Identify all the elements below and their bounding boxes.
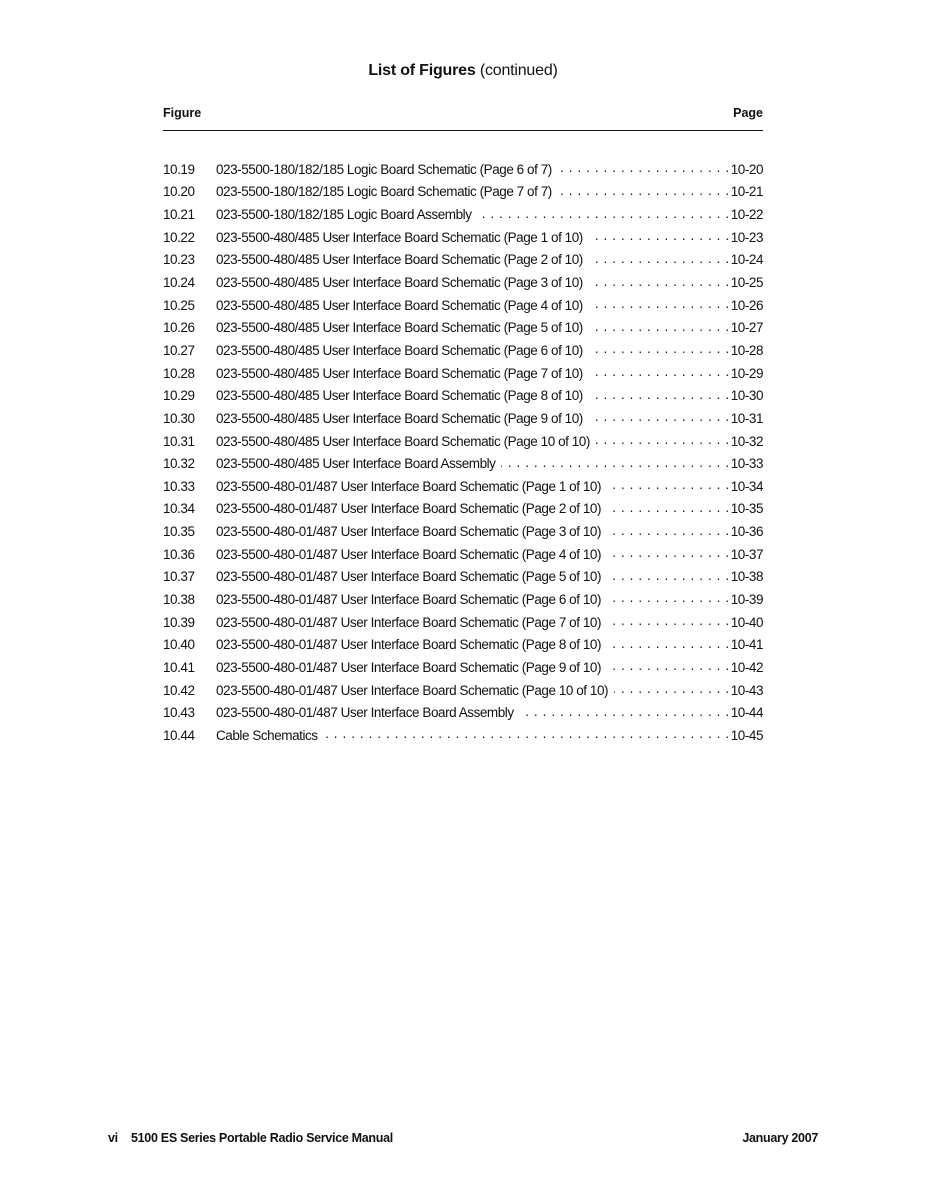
figure-number: 10.32	[163, 456, 195, 472]
figure-page-number: 10-38	[730, 569, 763, 585]
dot-leader	[607, 500, 730, 518]
figure-number: 10.22	[163, 229, 195, 245]
figure-number: 10.26	[163, 320, 195, 336]
list-item[interactable]	[163, 339, 763, 362]
figure-number: 10.29	[163, 388, 195, 404]
dot-leader	[589, 319, 730, 337]
figure-title: 023-5500-480-01/487 User Interface Board Schematic (Page 9 of 10)	[216, 659, 601, 675]
list-item[interactable]	[163, 588, 763, 611]
dot-leader	[607, 613, 730, 631]
figure-page-number: 10-30	[730, 388, 763, 404]
figure-title: 023-5500-480-01/487 User Interface Board Schematic (Page 3 of 10)	[216, 524, 601, 540]
page-title-main: List of Figures	[368, 62, 476, 79]
list-item[interactable]	[163, 679, 763, 702]
list-item[interactable]	[163, 475, 763, 498]
figure-page-number: 10-28	[730, 342, 763, 358]
figure-title: 023-5500-480/485 User Interface Board Schematic (Page 6 of 10)	[216, 342, 583, 358]
dot-leader	[501, 455, 729, 473]
figure-number: 10.40	[163, 637, 195, 653]
figure-number: 10.34	[163, 501, 195, 517]
figure-page-number: 10-41	[730, 637, 763, 653]
figure-title: 023-5500-480/485 User Interface Board Schematic (Page 2 of 10)	[216, 252, 583, 268]
list-item[interactable]	[163, 452, 763, 475]
list-item[interactable]	[163, 384, 763, 407]
figure-number: 10.38	[163, 591, 195, 607]
list-item[interactable]	[163, 226, 763, 249]
dot-leader	[607, 477, 730, 495]
dot-leader	[614, 681, 730, 699]
list-item[interactable]	[163, 543, 763, 566]
list-item[interactable]	[163, 566, 763, 589]
list-item[interactable]	[163, 520, 763, 543]
dot-leader	[607, 658, 730, 676]
figure-number: 10.24	[163, 275, 195, 291]
footer-page-number: vi	[108, 1131, 118, 1145]
column-header	[163, 106, 763, 131]
figure-page-number: 10-37	[730, 546, 763, 562]
list-item[interactable]	[163, 430, 763, 453]
figure-page-number: 10-35	[730, 501, 763, 517]
figure-number: 10.20	[163, 184, 195, 200]
list-item[interactable]	[163, 181, 763, 204]
figure-title: 023-5500-480/485 User Interface Board Schematic (Page 3 of 10)	[216, 275, 583, 291]
dot-leader	[589, 228, 730, 246]
figure-page-number: 10-42	[730, 659, 763, 675]
figure-page-number: 10-39	[730, 591, 763, 607]
figure-title: 023-5500-180/182/185 Logic Board Schematic (Page 6 of 7)	[216, 161, 552, 177]
figure-page-number: 10-26	[730, 297, 763, 313]
figure-title: 023-5500-480/485 User Interface Board Schematic (Page 10 of 10)	[216, 433, 590, 449]
figure-number: 10.36	[163, 546, 195, 562]
figure-page-number: 10-22	[730, 207, 763, 223]
figure-number: 10.23	[163, 252, 195, 268]
figure-title: 023-5500-180/182/185 Logic Board Schematic (Page 7 of 7)	[216, 184, 552, 200]
figure-number: 10.41	[163, 659, 195, 675]
figure-title: 023-5500-480/485 User Interface Board Schematic (Page 4 of 10)	[216, 297, 583, 313]
figure-title: 023-5500-480/485 User Interface Board Schematic (Page 5 of 10)	[216, 320, 583, 336]
dot-leader	[607, 523, 730, 541]
figure-number: 10.43	[163, 705, 195, 721]
figure-title: 023-5500-480-01/487 User Interface Board Schematic (Page 10 of 10)	[216, 682, 609, 698]
dot-leader	[589, 274, 730, 292]
dot-leader	[589, 409, 730, 427]
figure-page-number: 10-34	[730, 478, 763, 494]
figure-page-number: 10-23	[730, 229, 763, 245]
figure-page-number: 10-33	[730, 456, 763, 472]
list-item[interactable]	[163, 701, 763, 724]
figure-page-number: 10-32	[730, 433, 763, 449]
figure-title: 023-5500-480/485 User Interface Board Schematic (Page 9 of 10)	[216, 410, 583, 426]
dot-leader	[520, 704, 730, 722]
dot-leader	[589, 364, 730, 382]
figure-title: 023-5500-480-01/487 User Interface Board Schematic (Page 8 of 10)	[216, 637, 601, 653]
figure-page-number: 10-29	[730, 365, 763, 381]
figure-page-number: 10-36	[730, 524, 763, 540]
figure-page-number: 10-31	[730, 410, 763, 426]
list-item[interactable]	[163, 724, 763, 747]
list-item[interactable]	[163, 633, 763, 656]
figure-title: 023-5500-480-01/487 User Interface Board Schematic (Page 5 of 10)	[216, 569, 601, 585]
figure-list	[163, 158, 763, 747]
dot-leader	[589, 387, 730, 405]
dot-leader	[558, 183, 730, 201]
figure-title: 023-5500-480/485 User Interface Board Schematic (Page 7 of 10)	[216, 365, 583, 381]
figure-page-number: 10-20	[730, 161, 763, 177]
column-header-figure: Figure	[163, 106, 202, 120]
figure-page-number: 10-21	[730, 184, 763, 200]
figure-title: 023-5500-480-01/487 User Interface Board Schematic (Page 6 of 10)	[216, 591, 601, 607]
dot-leader	[324, 726, 730, 744]
figure-number: 10.27	[163, 342, 195, 358]
dot-leader	[589, 341, 730, 359]
figure-page-number: 10-25	[730, 275, 763, 291]
figure-page-number: 10-27	[730, 320, 763, 336]
list-item[interactable]	[163, 249, 763, 272]
figure-number: 10.19	[163, 161, 195, 177]
figure-title: Cable Schematics	[216, 727, 318, 743]
dot-leader	[596, 432, 730, 450]
figure-number: 10.30	[163, 410, 195, 426]
figure-title: 023-5500-480-01/487 User Interface Board Assembly	[216, 705, 514, 721]
figure-title: 023-5500-480-01/487 User Interface Board Schematic (Page 7 of 10)	[216, 614, 601, 630]
figure-number: 10.37	[163, 569, 195, 585]
dot-leader	[558, 160, 730, 178]
dot-leader	[589, 296, 730, 314]
figure-page-number: 10-40	[730, 614, 763, 630]
footer-manual-title: 5100 ES Series Portable Radio Service Manual	[131, 1131, 393, 1145]
figure-title: 023-5500-480-01/487 User Interface Board Schematic (Page 1 of 10)	[216, 478, 601, 494]
figure-title: 023-5500-480/485 User Interface Board Schematic (Page 8 of 10)	[216, 388, 583, 404]
list-item[interactable]	[163, 203, 763, 226]
figure-page-number: 10-45	[730, 727, 763, 743]
figure-number: 10.42	[163, 682, 195, 698]
figure-number: 10.35	[163, 524, 195, 540]
figure-title: 023-5500-480-01/487 User Interface Board Schematic (Page 4 of 10)	[216, 546, 601, 562]
dot-leader	[607, 636, 730, 654]
figure-title: 023-5500-480-01/487 User Interface Board Schematic (Page 2 of 10)	[216, 501, 601, 517]
figure-title: 023-5500-480/485 User Interface Board Assembly	[216, 456, 496, 472]
page-title	[0, 62, 926, 80]
dot-leader	[607, 590, 730, 608]
dot-leader	[589, 251, 730, 269]
figure-page-number: 10-44	[730, 705, 763, 721]
list-item[interactable]	[163, 158, 763, 181]
figure-number: 10.44	[163, 727, 195, 743]
figure-number: 10.33	[163, 478, 195, 494]
list-item[interactable]	[163, 294, 763, 317]
list-item[interactable]	[163, 498, 763, 521]
list-item[interactable]	[163, 362, 763, 385]
figure-page-number: 10-24	[730, 252, 763, 268]
footer-date: January 2007	[742, 1131, 818, 1145]
figure-page-number: 10-43	[730, 682, 763, 698]
list-item[interactable]	[163, 611, 763, 634]
figure-number: 10.25	[163, 297, 195, 313]
list-item[interactable]	[163, 407, 763, 430]
figure-number: 10.31	[163, 433, 195, 449]
list-item[interactable]	[163, 271, 763, 294]
page-title-suffix: (continued)	[479, 62, 558, 79]
figure-number: 10.21	[163, 207, 195, 223]
figure-number: 10.28	[163, 365, 195, 381]
dot-leader	[607, 568, 730, 586]
list-item[interactable]	[163, 316, 763, 339]
figure-number: 10.39	[163, 614, 195, 630]
figure-title: 023-5500-180/182/185 Logic Board Assembly	[216, 207, 472, 223]
figure-title: 023-5500-480/485 User Interface Board Schematic (Page 1 of 10)	[216, 229, 583, 245]
dot-leader	[607, 545, 730, 563]
list-item[interactable]	[163, 656, 763, 679]
dot-leader	[478, 206, 730, 224]
column-header-page: Page	[733, 106, 763, 120]
